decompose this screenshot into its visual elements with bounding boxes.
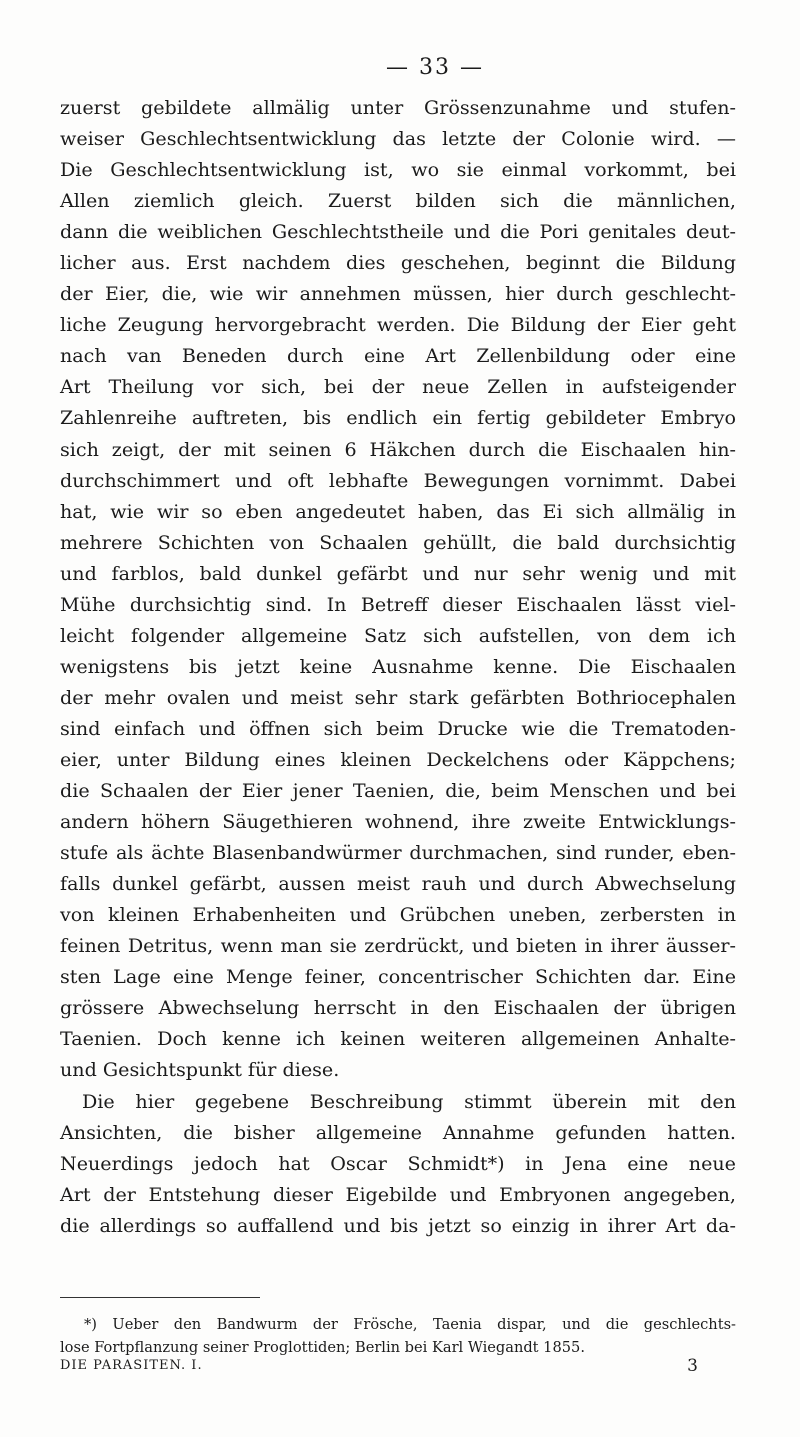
footnote bbox=[60, 1313, 736, 1359]
text-line: durchschimmert und oft lebhafte Bewegungen vornimmt. Dabei bbox=[60, 468, 736, 492]
text-line: sten Lage eine Menge feiner, concentrischer Schichten dar. Eine bbox=[60, 965, 736, 989]
printer-signature bbox=[60, 1355, 698, 1377]
text-line: feinen Detritus, wenn man sie zerdrückt, und bieten in ihrer äusser- bbox=[60, 934, 736, 958]
text-line: und farblos, bald dunkel gefärbt und nur sehr wenig und mit bbox=[60, 561, 736, 585]
text-line: weiser Geschlechtsentwicklung das letzte der Colonie wird. — bbox=[60, 127, 736, 151]
text-line: und Gesichtspunkt für diese. bbox=[60, 1058, 340, 1082]
text-line: Neuerdings jedoch hat Oscar Schmidt*) in Jena eine neue bbox=[60, 1151, 736, 1175]
text-line: dann die weiblichen Geschlechtstheile und die Pori genitales deut- bbox=[60, 220, 736, 244]
text-line: der mehr ovalen und meist sehr stark gefärbten Bothriocephalen bbox=[60, 685, 736, 709]
text-line: leicht folgender allgemeine Satz sich aufstellen, von dem ich bbox=[60, 623, 736, 647]
text-line: Zahlenreihe auftreten, bis endlich ein fertig gebildeter Embryo bbox=[60, 406, 736, 430]
text-line: mehrere Schichten von Schaalen gehüllt, die bald durchsichtig bbox=[60, 530, 736, 554]
text-line: andern höhern Säugethieren wohnend, ihre zweite Entwicklungs- bbox=[60, 810, 736, 834]
footnote-line: lose Fortpflanzung seiner Proglottiden; Berlin bei Karl Wiegandt 1855. bbox=[60, 1339, 585, 1356]
text-line: eier, unter Bildung eines kleinen Deckelchens oder Käppchens; bbox=[60, 747, 736, 771]
text-line: Allen ziemlich gleich. Zuerst bilden sich die männlichen, bbox=[60, 189, 736, 213]
main-text bbox=[60, 92, 736, 1241]
text-line: licher aus. Erst nachdem dies geschehen, beginnt die Bildung bbox=[60, 251, 736, 275]
text-line: der Eier, die, wie wir annehmen müssen, hier durch geschlecht- bbox=[60, 282, 736, 306]
signature-sheet-number: 3 bbox=[687, 1356, 698, 1376]
signature-label: DIE PARASITEN. I. bbox=[60, 1358, 203, 1373]
text-line: grössere Abwechselung herrscht in den Eischaalen der übrigen bbox=[60, 996, 736, 1020]
footnote-divider bbox=[60, 1297, 260, 1298]
text-line: die allerdings so auffallend und bis jetzt so einzig in ihrer Art da- bbox=[60, 1213, 736, 1237]
text-line: Art der Entstehung dieser Eigebilde und Embryonen angegeben, bbox=[60, 1182, 736, 1206]
text-line: Ansichten, die bisher allgemeine Annahme gefunden hatten. bbox=[60, 1120, 736, 1144]
text-line: sich zeigt, der mit seinen 6 Häkchen durch die Eischaalen hin- bbox=[60, 437, 736, 461]
text-line: sind einfach und öffnen sich beim Drucke wie die Trematoden- bbox=[60, 716, 736, 740]
text-line: Die hier gegebene Beschreibung stimmt überein mit den bbox=[82, 1089, 736, 1113]
text-line: Taenien. Doch kenne ich keinen weiteren allgemeinen Anhalte- bbox=[60, 1027, 736, 1051]
text-line: Art Theilung vor sich, bei der neue Zellen in aufsteigender bbox=[60, 375, 736, 399]
text-line: wenigstens bis jetzt keine Ausnahme kenne. Die Eischaalen bbox=[60, 654, 736, 678]
text-line: die Schaalen der Eier jener Taenien, die, beim Menschen und bei bbox=[60, 779, 736, 803]
text-line: stufe als ächte Blasenbandwürmer durchmachen, sind runder, eben- bbox=[60, 841, 736, 865]
text-line: zuerst gebildete allmälig unter Grössenzunahme und stufen- bbox=[60, 96, 736, 119]
text-line: liche Zeugung hervorgebracht werden. Die Bildung der Eier geht bbox=[60, 313, 736, 337]
text-line: hat, wie wir so eben angedeutet haben, das Ei sich allmälig in bbox=[60, 499, 736, 523]
text-line: nach van Beneden durch eine Art Zellenbildung oder eine bbox=[60, 344, 736, 368]
page-number: — 33 — bbox=[386, 55, 484, 80]
text-line: falls dunkel gefärbt, aussen meist rauh und durch Abwechselung bbox=[60, 872, 736, 896]
footnote-line: *) Ueber den Bandwurm der Frösche, Taenia dispar, und die geschlechts- bbox=[84, 1316, 736, 1333]
text-line: Mühe durchsichtig sind. In Betreff dieser Eischaalen lässt viel- bbox=[60, 592, 736, 616]
text-line: Die Geschlechtsentwicklung ist, wo sie einmal vorkommt, bei bbox=[60, 158, 736, 182]
text-line: von kleinen Erhabenheiten und Grübchen uneben, zerbersten in bbox=[60, 903, 736, 927]
